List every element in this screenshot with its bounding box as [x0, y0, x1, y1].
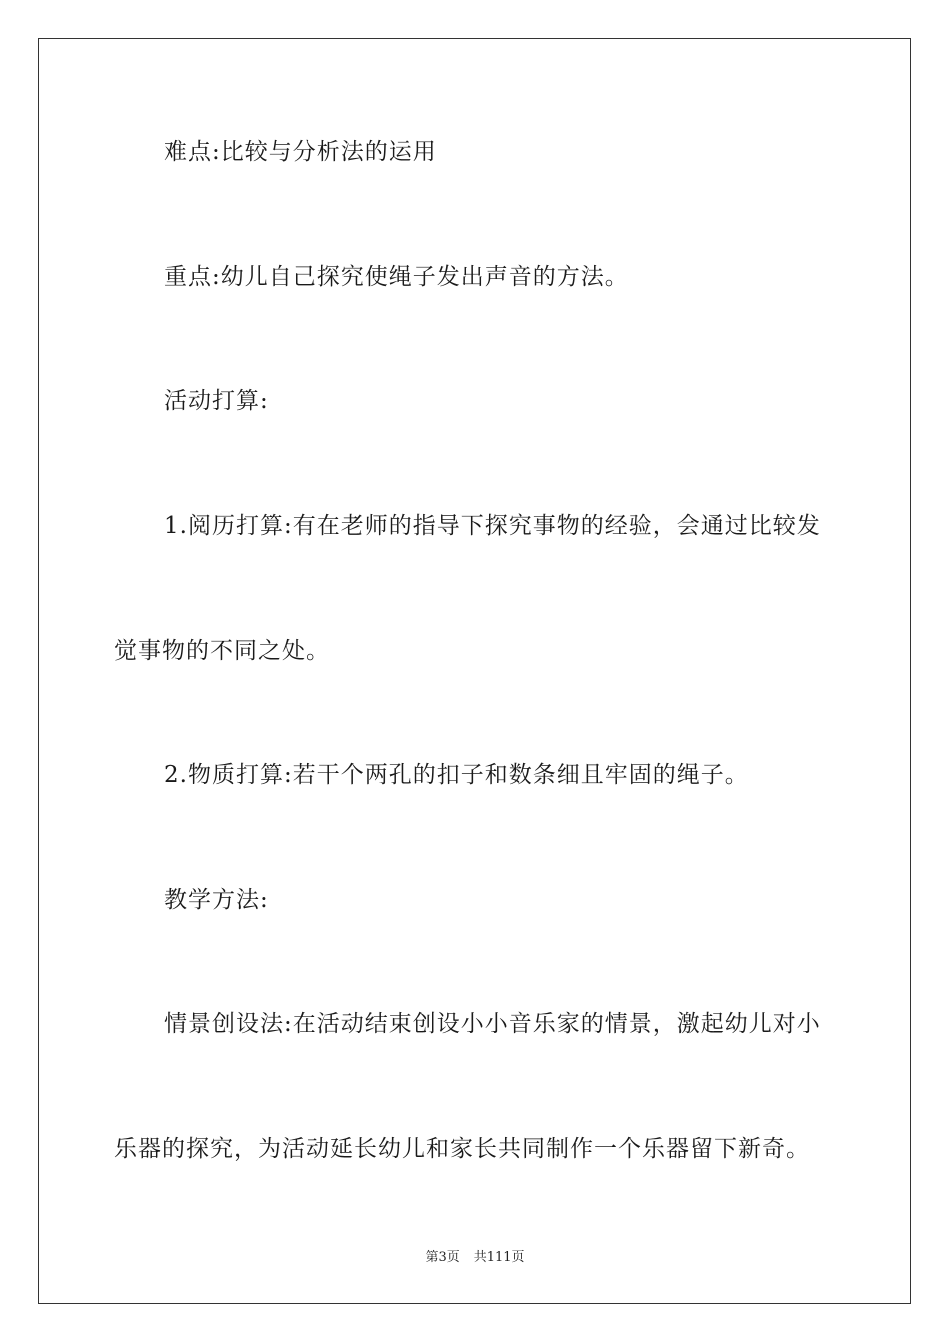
paragraph-experience-prep: 1.阅历打算:有在老师的指导下探究事物的经验，会通过比较发 [164, 513, 821, 539]
page-border [38, 38, 911, 1304]
paragraph-scenario-method: 情景创设法:在活动结束创设小小音乐家的情景，激起幼儿对小 [164, 1011, 821, 1037]
paragraph-scenario-method-cont: 乐器的探究，为活动延长幼儿和家长共同制作一个乐器留下新奇。 [114, 1136, 810, 1162]
page-total: 共111页 [473, 1250, 525, 1265]
page-footer [0, 1249, 950, 1267]
paragraph-activity-prep-heading: 活动打算: [164, 388, 269, 414]
page-number: 第3页 [425, 1250, 460, 1265]
paragraph-key-point: 重点:幼儿自己探究使绳子发出声音的方法。 [164, 264, 629, 290]
paragraph-material-prep: 2.物质打算:若干个两孔的扣子和数条细且牢固的绳子。 [164, 762, 749, 788]
paragraph-experience-prep-cont: 觉事物的不同之处。 [114, 638, 330, 664]
paragraph-teaching-method-heading: 教学方法: [164, 887, 269, 913]
paragraph-difficulty: 难点:比较与分析法的运用 [164, 139, 437, 165]
